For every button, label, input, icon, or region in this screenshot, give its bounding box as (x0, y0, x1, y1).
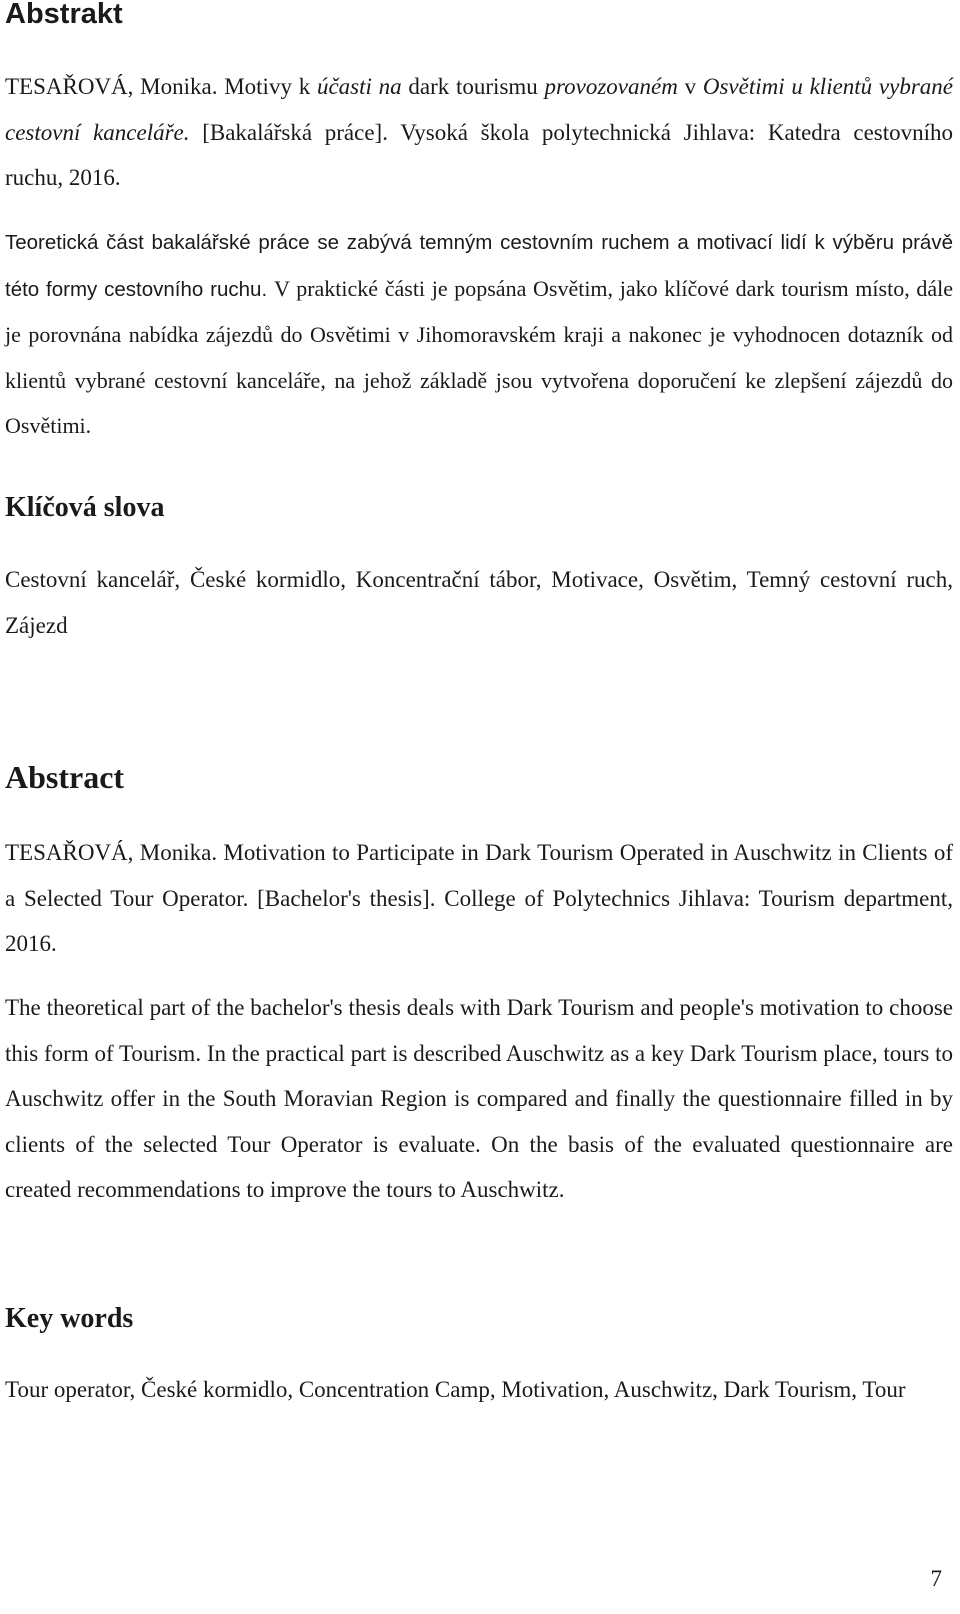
citation-title-part-6: Osvětimi u klientů vybrané cestovní kanceláře. (5, 74, 954, 145)
citation-title-part-3: dark tourismu (408, 74, 538, 99)
english-abstract-heading: Abstract (5, 759, 125, 795)
citation-title-part-2: účasti na (316, 74, 402, 99)
citation-rest: [Bakalářská práce]. Vysoká škola polytechnická Jihlava: Katedra cestovního ruchu, 2016. (5, 119, 954, 190)
citation-title-part-4: provozovaném (544, 74, 678, 99)
english-abstract-text: The theoretical part of the bachelor's thesis deals with Dark Tourism and people's motivation to choose this form of Tourism. In the practical part is described Auschwitz as a key Dark Tourism place, tours to Auschwitz offer in the South Moravian Region is compared and finally the questionnaire filled in by clients of the selected Tour Operator is evaluate. On the basis of the evaluated questionnaire are created recommendations to improve the tours to Auschwitz. (5, 995, 953, 1202)
czech-keywords-heading: Klíčová slova (5, 492, 165, 523)
czech-abstract-theory: Teoretická část bakalářské práce se zabývá temným cestovním ruchem a motivací lidí k výběru právě této formy cestovního ruchu. (5, 231, 953, 301)
english-keywords-heading: Key words (5, 1303, 134, 1334)
english-citation: TESAŘOVÁ, Monika. Motivation to Participate in Dark Tourism Operated in Auschwitz in Clients of a Selected Tour Operator. [Bachelor's thesis]. College of Polytechnics Jihlava: Tourism department, 2016. (5, 840, 953, 956)
citation-title-part-5: v (684, 74, 697, 99)
english-keywords: Tour operator, České kormidlo, Concentration Camp, Motivation, Auschwitz, Dark Tourism, Tour (5, 1377, 906, 1402)
czech-keywords: Cestovní kancelář, České kormidlo, Koncentrační tábor, Motivace, Osvětim, Temný cestovní ruch, Zájezd (5, 567, 953, 638)
czech-abstract-practice: V praktické části je popsána Osvětim, jako klíčové dark tourism místo, dále je porovnána nabídka zájezdů do Osvětimi v Jihomoravském kraji a nakonec je vyhodnocen dotazník od klientů vybrané cestovní kanceláře, na jehož základě jsou vytvořena doporučení ke zlepšení zájezdů do Osvětimi. (5, 275, 954, 438)
czech-citation (5, 64, 953, 201)
citation-title-part-1: Motivy k (224, 74, 311, 99)
page-number: 7 (930, 1566, 942, 1591)
czech-abstract-heading: Abstrakt (5, 0, 123, 30)
czech-abstract-text (5, 219, 953, 449)
citation-author: TESAŘOVÁ, Monika. (5, 74, 218, 99)
